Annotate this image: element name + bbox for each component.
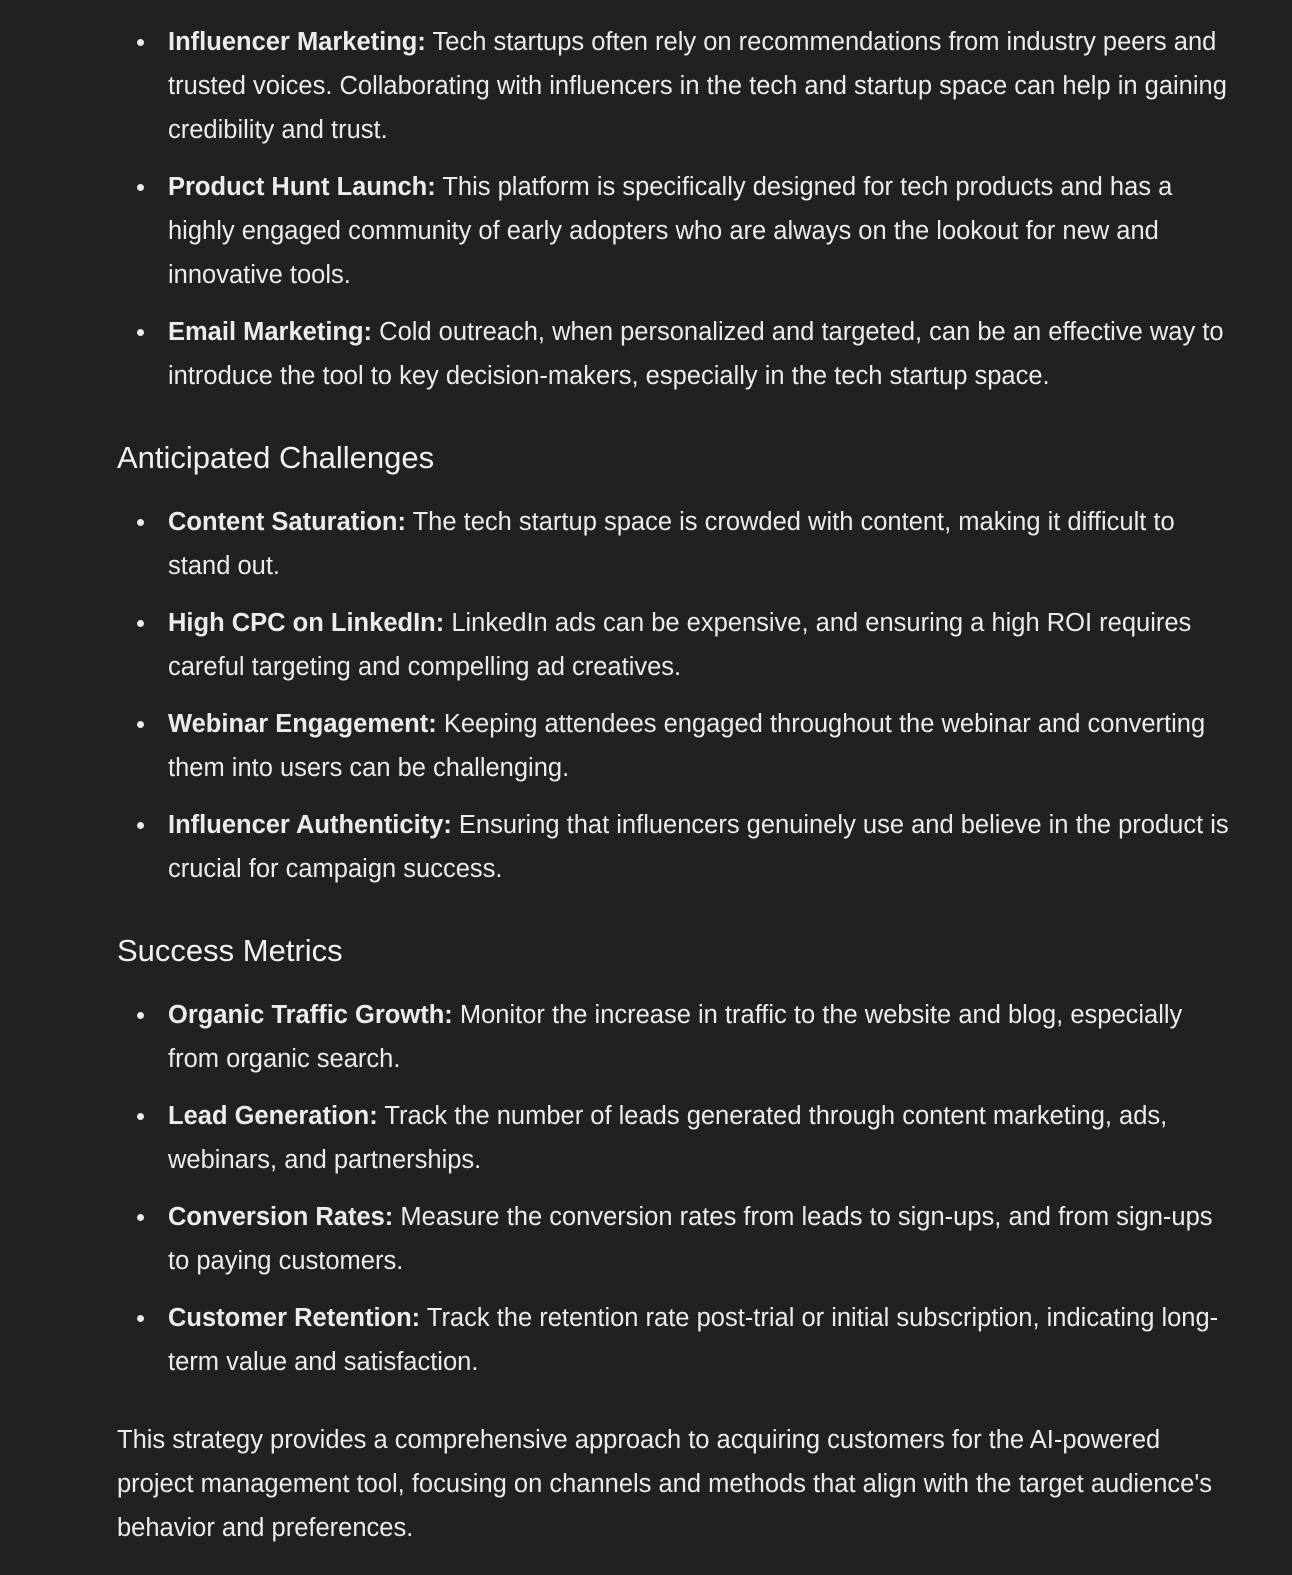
list-item bbox=[117, 20, 1240, 152]
list-item-term: Customer Retention: bbox=[168, 1304, 421, 1332]
list-item-text: Track the number of leads generated through content marketing, ads, webinars, and partnerships. bbox=[168, 1102, 1168, 1174]
list-item-text: Tech startups often rely on recommendations from industry peers and trusted voices. Collaborating with influencers in the tech and startup space can help in gaining credibility and trust. bbox=[168, 28, 1227, 144]
list-item-text: This platform is specifically designed for tech products and has a highly engaged community of early adopters who are always on the lookout for new and innovative tools. bbox=[168, 173, 1173, 289]
list-item-term: Lead Generation: bbox=[168, 1102, 378, 1130]
list-item-term: Influencer Marketing: bbox=[168, 28, 426, 56]
list-item-text: Keeping attendees engaged throughout the webinar and converting them into users can be challenging. bbox=[168, 710, 1206, 782]
list-item-term: Product Hunt Launch: bbox=[168, 173, 436, 201]
list-item-text: Track the retention rate post-trial or initial subscription, indicating long-term value and satisfaction. bbox=[168, 1304, 1219, 1376]
section-heading-challenges: Anticipated Challenges bbox=[117, 440, 435, 475]
list-item-term: Conversion Rates: bbox=[168, 1203, 394, 1231]
list-item bbox=[117, 500, 1240, 588]
section-heading-metrics: Success Metrics bbox=[117, 933, 343, 968]
channels-list bbox=[117, 20, 1240, 398]
list-item-term: High CPC on LinkedIn: bbox=[168, 609, 445, 637]
list-item-text: Ensuring that influencers genuinely use and believe in the product is crucial for campaign success. bbox=[168, 811, 1229, 883]
list-item bbox=[117, 165, 1240, 297]
list-item bbox=[117, 601, 1240, 689]
list-item-term: Content Saturation: bbox=[168, 508, 406, 536]
list-item-text: Measure the conversion rates from leads to sign-ups, and from sign-ups to paying customers. bbox=[168, 1203, 1213, 1275]
list-item-text: Cold outreach, when personalized and targeted, can be an effective way to introduce the tool to key decision-makers, especially in the tech startup space. bbox=[168, 318, 1224, 390]
metrics-list bbox=[117, 993, 1240, 1384]
list-item-text: LinkedIn ads can be expensive, and ensuring a high ROI requires careful targeting and compelling ad creatives. bbox=[168, 609, 1192, 681]
list-item-text: Monitor the increase in traffic to the website and blog, especially from organic search. bbox=[168, 1001, 1183, 1073]
list-item bbox=[117, 993, 1240, 1081]
list-item bbox=[117, 702, 1240, 790]
list-item-term: Webinar Engagement: bbox=[168, 710, 437, 738]
list-item bbox=[117, 1195, 1240, 1283]
list-item-text: The tech startup space is crowded with content, making it difficult to stand out. bbox=[168, 508, 1175, 580]
list-item-term: Email Marketing: bbox=[168, 318, 373, 346]
list-item bbox=[117, 1094, 1240, 1182]
list-item-term: Organic Traffic Growth: bbox=[168, 1001, 453, 1029]
list-item bbox=[117, 1296, 1240, 1384]
challenges-list bbox=[117, 500, 1240, 891]
closing-paragraph: This strategy provides a comprehensive approach to acquiring customers for the AI-powered project management tool, focusing on channels and methods that align with the target audience's behavior and preferences. bbox=[117, 1426, 1212, 1542]
list-item bbox=[117, 803, 1240, 891]
list-item-term: Influencer Authenticity: bbox=[168, 811, 452, 839]
list-item bbox=[117, 310, 1240, 398]
